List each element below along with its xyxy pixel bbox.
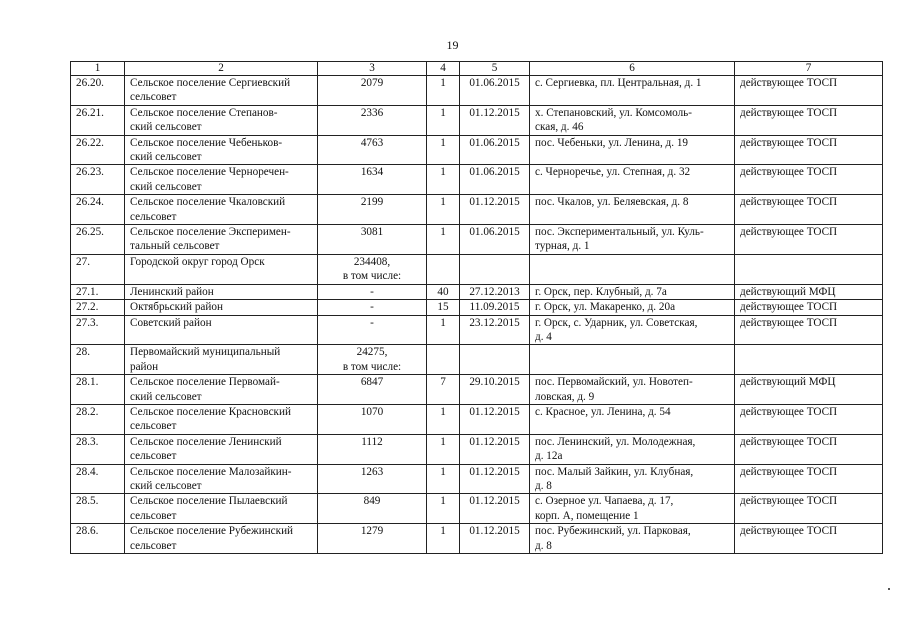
status-cell: действующее ТОСП [735, 315, 883, 345]
count-cell: 1 [427, 135, 460, 165]
cell-line: пос. Чкалов, ул. Беляевская, д. 8 [535, 196, 689, 209]
cell-line: пос. Чебеньки, ул. Ленина, д. 19 [535, 136, 689, 149]
cell-line: в том числе: [342, 360, 402, 373]
status-cell: действующее ТОСП [735, 165, 883, 195]
date-cell: 01.12.2015 [460, 494, 530, 524]
name-cell [125, 165, 318, 195]
address-cell [530, 494, 735, 524]
population-cell [318, 345, 427, 375]
name-cell [125, 76, 318, 106]
name-cell [125, 195, 318, 225]
cell-line: 1263 [360, 465, 384, 478]
row-number-cell: 26.22. [71, 135, 125, 165]
date-cell: 01.12.2015 [460, 524, 530, 554]
name-cell [125, 254, 318, 284]
cell-line: 1634 [360, 166, 384, 179]
status-cell: действующее ТОСП [735, 135, 883, 165]
date-cell: 01.12.2015 [460, 195, 530, 225]
count-cell: 1 [427, 76, 460, 106]
cell-line: - [370, 301, 374, 314]
count-cell: 1 [427, 225, 460, 255]
population-cell [318, 105, 427, 135]
cell-line: Сельское поселение Эксперимен- [130, 226, 291, 239]
date-cell: 01.06.2015 [460, 76, 530, 106]
cell-line: 234408, [353, 255, 391, 268]
table-row [71, 404, 883, 434]
row-number-cell: 27.3. [71, 315, 125, 345]
cell-line: сельсовет [130, 450, 177, 463]
header-row [71, 62, 883, 76]
date-cell: 01.06.2015 [460, 135, 530, 165]
table-row [71, 254, 883, 284]
count-cell: 1 [427, 105, 460, 135]
status-cell: действующий МФЦ [735, 284, 883, 299]
status-cell: действующее ТОСП [735, 225, 883, 255]
cell-line: 1070 [360, 405, 384, 418]
cell-line: 2199 [360, 196, 384, 209]
cell-line: ский сельсовет [130, 390, 202, 403]
cell-line: турная, д. 1 [535, 240, 590, 253]
table-row [71, 165, 883, 195]
row-number-cell: 28.5. [71, 494, 125, 524]
cell-line: с. Красное, ул. Ленина, д. 54 [535, 405, 671, 418]
cell-line: сельсовет [130, 420, 177, 433]
address-cell [530, 135, 735, 165]
cell-line: 2079 [360, 77, 384, 89]
status-cell [735, 254, 883, 284]
cell-line: д. 8 [535, 479, 552, 492]
cell-line: Городской округ город Орск [130, 255, 265, 268]
row-number-cell: 28. [71, 345, 125, 375]
data-table [70, 61, 883, 554]
count-cell: 1 [427, 195, 460, 225]
status-cell [735, 345, 883, 375]
name-cell [125, 404, 318, 434]
name-cell [125, 300, 318, 315]
row-number-cell: 27. [71, 254, 125, 284]
name-cell [125, 105, 318, 135]
row-number-cell: 26.23. [71, 165, 125, 195]
cell-line: Сельское поселение Ленинский [130, 435, 282, 448]
count-cell: 1 [427, 315, 460, 345]
cell-line: ский сельсовет [130, 151, 202, 164]
name-cell [125, 434, 318, 464]
population-cell [318, 494, 427, 524]
count-cell: 7 [427, 375, 460, 405]
cell-line: ский сельсовет [130, 180, 202, 193]
cell-line: Первомайский муниципальный [130, 346, 281, 359]
cell-line: сельсовет [130, 91, 177, 104]
row-number-cell: 27.2. [71, 300, 125, 315]
cell-line: 1279 [360, 525, 384, 538]
name-cell [125, 494, 318, 524]
cell-line: Сельское поселение Чебеньков- [130, 136, 283, 149]
row-number-cell: 28.6. [71, 524, 125, 554]
status-cell: действующее ТОСП [735, 524, 883, 554]
date-cell: 23.12.2015 [460, 315, 530, 345]
address-cell [530, 434, 735, 464]
cell-line: в том числе: [342, 270, 402, 283]
count-cell: 1 [427, 494, 460, 524]
cell-line: 4763 [360, 136, 384, 149]
date-cell: 01.06.2015 [460, 165, 530, 195]
table-row [71, 76, 883, 106]
population-cell [318, 284, 427, 299]
cell-line: район [130, 360, 159, 373]
column-header: 4 [427, 62, 460, 76]
row-number-cell: 27.1. [71, 284, 125, 299]
cell-line: с. Черноречье, ул. Степная, д. 32 [535, 166, 691, 179]
count-cell: 15 [427, 300, 460, 315]
cell-line: - [370, 316, 374, 329]
cell-line: пос. Малый Зайкин, ул. Клубная, [535, 465, 694, 478]
count-cell: 1 [427, 404, 460, 434]
address-cell [530, 165, 735, 195]
cell-line: г. Орск, с. Ударник, ул. Советская, [535, 316, 698, 329]
scan-speck [888, 588, 890, 590]
page-number: 19 [446, 38, 459, 52]
population-cell [318, 195, 427, 225]
cell-line: сельсовет [130, 539, 177, 552]
cell-line: ская, д. 46 [535, 121, 584, 134]
column-header: 2 [125, 62, 318, 76]
count-cell: 1 [427, 165, 460, 195]
population-cell [318, 225, 427, 255]
name-cell [125, 345, 318, 375]
status-cell: действующее ТОСП [735, 404, 883, 434]
name-cell [125, 135, 318, 165]
address-cell [530, 195, 735, 225]
population-cell [318, 524, 427, 554]
cell-line: пос. Рубежинский, ул. Парковая, [535, 525, 691, 538]
address-cell [530, 524, 735, 554]
address-cell [530, 404, 735, 434]
date-cell: 01.06.2015 [460, 225, 530, 255]
population-cell [318, 434, 427, 464]
cell-line: тальный сельсовет [130, 240, 220, 253]
cell-line: Октябрьский район [130, 301, 223, 314]
table-row [71, 284, 883, 299]
cell-line: г. Орск, пер. Клубный, д. 7а [535, 285, 667, 298]
cell-line: Сельское поселение Первомай- [130, 376, 280, 389]
address-cell [530, 315, 735, 345]
address-cell [530, 254, 735, 284]
count-cell: 1 [427, 524, 460, 554]
count-cell [427, 254, 460, 284]
date-cell: 01.12.2015 [460, 464, 530, 494]
cell-line: д. 12а [535, 450, 563, 463]
cell-line: пос. Первомайский, ул. Новотеп- [535, 376, 693, 389]
address-cell [530, 76, 735, 106]
population-cell [318, 375, 427, 405]
cell-line: Сельское поселение Сергиевский [130, 77, 291, 89]
date-cell: 11.09.2015 [460, 300, 530, 315]
table-row [71, 494, 883, 524]
date-cell: 01.12.2015 [460, 404, 530, 434]
row-number-cell: 26.21. [71, 105, 125, 135]
status-cell: действующее ТОСП [735, 434, 883, 464]
date-cell: 27.12.2013 [460, 284, 530, 299]
population-cell [318, 315, 427, 345]
name-cell [125, 524, 318, 554]
table-body [71, 76, 883, 554]
address-cell [530, 464, 735, 494]
address-cell [530, 300, 735, 315]
cell-line: Сельское поселение Черноречен- [130, 166, 289, 179]
population-cell [318, 76, 427, 106]
cell-line: Сельское поселение Чкаловский [130, 196, 286, 209]
row-number-cell: 28.3. [71, 434, 125, 464]
cell-line: 24275, [356, 346, 388, 359]
cell-line: ловская, д. 9 [535, 390, 595, 403]
status-cell: действующее ТОСП [735, 105, 883, 135]
status-cell: действующий МФЦ [735, 375, 883, 405]
table-row [71, 105, 883, 135]
date-cell: 01.12.2015 [460, 105, 530, 135]
cell-line: Сельское поселение Красновский [130, 405, 291, 418]
table-row [71, 434, 883, 464]
cell-line: - [370, 285, 374, 298]
address-cell [530, 345, 735, 375]
cell-line: Советский район [130, 316, 212, 329]
cell-line: ский сельсовет [130, 479, 202, 492]
cell-line: пос. Экспериментальный, ул. Куль- [535, 226, 704, 239]
cell-line: с. Озерное ул. Чапаева, д. 17, [535, 495, 674, 508]
table-row [71, 345, 883, 375]
status-cell: действующее ТОСП [735, 464, 883, 494]
column-header: 5 [460, 62, 530, 76]
cell-line: г. Орск, ул. Макаренко, д. 20а [535, 301, 676, 314]
row-number-cell: 28.4. [71, 464, 125, 494]
population-cell [318, 165, 427, 195]
count-cell: 40 [427, 284, 460, 299]
cell-line: Сельское поселение Пылаевский [130, 495, 288, 508]
row-number-cell: 28.1. [71, 375, 125, 405]
table-row [71, 315, 883, 345]
column-header: 3 [318, 62, 427, 76]
status-cell: действующее ТОСП [735, 76, 883, 106]
cell-line: д. 8 [535, 539, 552, 552]
population-cell [318, 135, 427, 165]
address-cell [530, 105, 735, 135]
cell-line: 2336 [360, 106, 384, 119]
population-cell [318, 404, 427, 434]
cell-line: Ленинский район [130, 285, 214, 298]
population-cell [318, 254, 427, 284]
date-cell [460, 254, 530, 284]
table-row [71, 225, 883, 255]
cell-line: 6847 [360, 376, 384, 389]
cell-line: с. Сергиевка, пл. Центральная, д. 1 [535, 77, 702, 89]
column-header: 6 [530, 62, 735, 76]
row-number-cell: 28.2. [71, 404, 125, 434]
status-cell: действующее ТОСП [735, 494, 883, 524]
cell-line: д. 4 [535, 330, 552, 343]
name-cell [125, 225, 318, 255]
date-cell [460, 345, 530, 375]
cell-line: Сельское поселение Степанов- [130, 106, 278, 119]
cell-line: 1112 [361, 435, 383, 448]
cell-line: сельсовет [130, 509, 177, 522]
address-cell [530, 225, 735, 255]
address-cell [530, 284, 735, 299]
cell-line: Сельское поселение Малозайкин- [130, 465, 292, 478]
column-header: 7 [735, 62, 883, 76]
cell-line: 3081 [360, 226, 384, 239]
cell-line: 849 [363, 495, 381, 508]
population-cell [318, 300, 427, 315]
address-cell [530, 375, 735, 405]
table-row [71, 195, 883, 225]
table-row [71, 300, 883, 315]
status-cell: действующее ТОСП [735, 195, 883, 225]
table-row [71, 464, 883, 494]
cell-line: х. Степановский, ул. Комсомоль- [535, 106, 692, 119]
date-cell: 29.10.2015 [460, 375, 530, 405]
cell-line: Сельское поселение Рубежинский [130, 525, 294, 538]
count-cell: 1 [427, 464, 460, 494]
table-row [71, 375, 883, 405]
row-number-cell: 26.20. [71, 76, 125, 106]
cell-line: ский сельсовет [130, 121, 202, 134]
name-cell [125, 315, 318, 345]
date-cell: 01.12.2015 [460, 434, 530, 464]
population-cell [318, 464, 427, 494]
table-row [71, 135, 883, 165]
row-number-cell: 26.24. [71, 195, 125, 225]
status-cell: действующее ТОСП [735, 300, 883, 315]
cell-line: пос. Ленинский, ул. Молодежная, [535, 435, 696, 448]
column-header: 1 [71, 62, 125, 76]
cell-line: сельсовет [130, 210, 177, 223]
name-cell [125, 375, 318, 405]
table-row [71, 524, 883, 554]
count-cell: 1 [427, 434, 460, 464]
row-number-cell: 26.25. [71, 225, 125, 255]
name-cell [125, 464, 318, 494]
cell-line: корп. А, помещение 1 [535, 509, 639, 522]
count-cell [427, 345, 460, 375]
name-cell [125, 284, 318, 299]
